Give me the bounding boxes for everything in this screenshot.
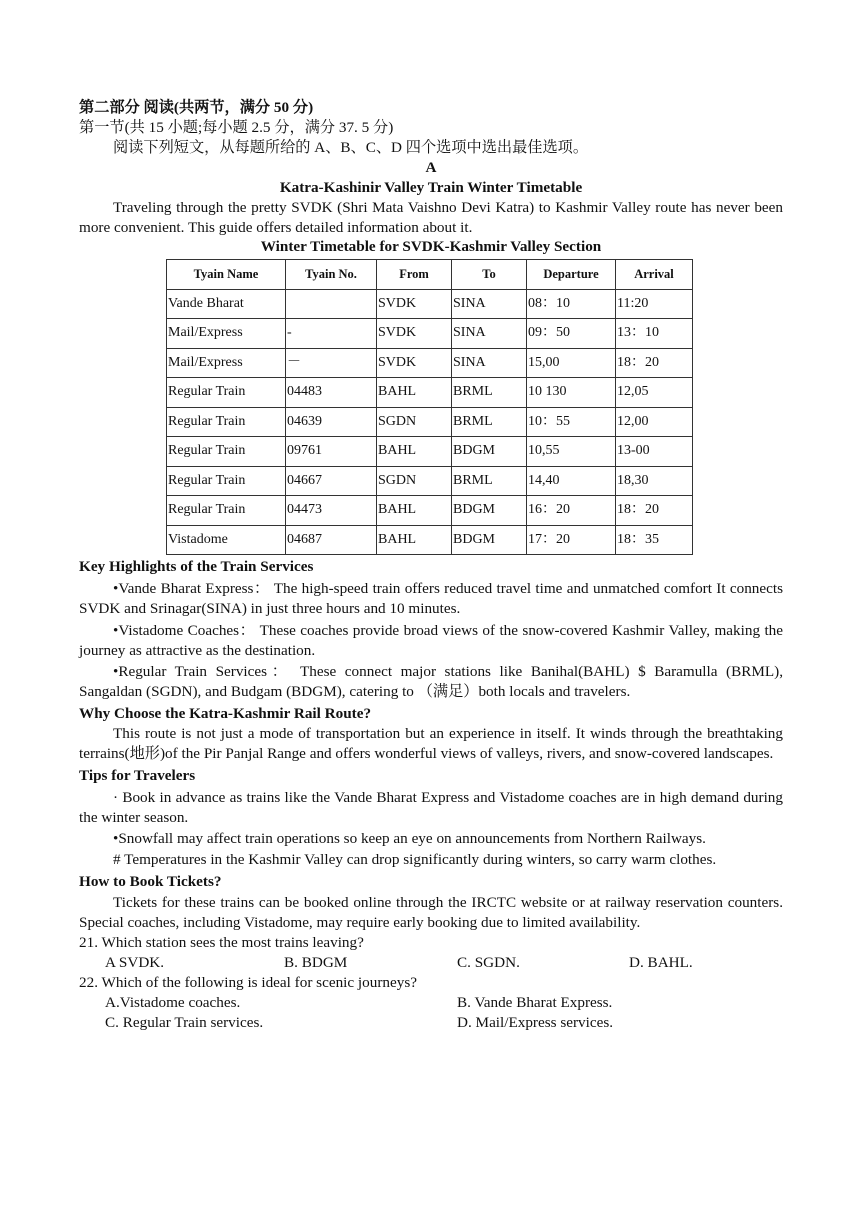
- table-row: [167, 407, 693, 437]
- tip-item: •Snowfall may affect train operations so keep an eye on announcements from Northern Railways.: [113, 830, 706, 847]
- table-row: [167, 466, 693, 496]
- train-number-cell: －: [286, 348, 377, 378]
- table-row: [167, 437, 693, 467]
- option-c: C. SGDN.: [457, 954, 520, 971]
- column-header: To: [452, 260, 527, 290]
- table-row: [167, 525, 693, 555]
- instruction: 阅读下列短文，从每题所给的 A、B、C、D 四个选项中选出最佳选项。: [113, 139, 589, 156]
- arrival-cell: 12,05: [616, 378, 693, 408]
- column-header: Tyain No.: [286, 260, 377, 290]
- tips-heading: Tips for Travelers: [79, 767, 196, 784]
- why-heading: Why Choose the Katra-Kashmir Rail Route?: [79, 705, 372, 722]
- to-cell: BRML: [452, 466, 527, 496]
- train-name-cell: Regular Train: [167, 496, 286, 526]
- arrival-cell: 18：20: [616, 496, 693, 526]
- highlights-heading: Key Highlights of the Train Services: [79, 558, 314, 575]
- option-d: D. BAHL.: [629, 954, 693, 971]
- departure-cell: 10：55: [527, 407, 616, 437]
- from-cell: SVDK: [377, 348, 452, 378]
- option-a: A.Vistadome coaches.: [105, 994, 241, 1011]
- arrival-cell: 11:20: [616, 289, 693, 319]
- column-header: Tyain Name: [167, 260, 286, 290]
- departure-cell: 08：10: [527, 289, 616, 319]
- to-cell: BDGM: [452, 525, 527, 555]
- from-cell: BAHL: [377, 378, 452, 408]
- table-row: [167, 319, 693, 349]
- table-row: [167, 496, 693, 526]
- to-cell: SINA: [452, 348, 527, 378]
- table-title: Winter Timetable for SVDK-Kashmir Valley Section: [260, 238, 602, 255]
- to-cell: BRML: [452, 378, 527, 408]
- highlight-item: •Regular Train Services： These connect major stations like Banihal(BAHL) $ Baramulla (BRML), Sangaldan (SGDN), and Budgam (BDGM), catering to （满足）both locals and travelers.: [79, 663, 783, 700]
- table-row: [167, 289, 693, 319]
- departure-cell: 15,00: [527, 348, 616, 378]
- to-cell: BDGM: [452, 496, 527, 526]
- from-cell: SVDK: [377, 319, 452, 349]
- to-cell: BDGM: [452, 437, 527, 467]
- tip-item: · Book in advance as trains like the Vande Bharat Express and Vistadome coaches are in high demand during the winter season.: [79, 789, 783, 826]
- tip-item: # Temperatures in the Kashmir Valley can drop significantly during winters, so carry warm clothes.: [113, 851, 717, 868]
- part-title: 第二部分 阅读(共两节，满分 50 分): [79, 99, 314, 116]
- highlight-item: •Vande Bharat Express： The high-speed train offers reduced travel time and unmatched comfort It connects SVDK and Srinagar(SINA) in just three hours and 10 minutes.: [79, 580, 783, 617]
- timetable: [166, 259, 693, 555]
- option-d: D. Mail/Express services.: [457, 1014, 614, 1031]
- column-header: Arrival: [616, 260, 693, 290]
- from-cell: BAHL: [377, 525, 452, 555]
- train-number-cell: 09761: [286, 437, 377, 467]
- column-header: Departure: [527, 260, 616, 290]
- table-header-row: [167, 260, 693, 290]
- why-text: This route is not just a mode of transportation but an experience in itself. It winds through the breathtaking terrains(地形)of the Pir Panjal Range and offers wonderful views of valleys, rivers, and snow-covered landscapes.: [79, 725, 783, 762]
- from-cell: BAHL: [377, 496, 452, 526]
- question-stem: 21. Which station sees the most trains leaving?: [79, 934, 364, 951]
- departure-cell: 09：50: [527, 319, 616, 349]
- option-b: B. Vande Bharat Express.: [457, 994, 613, 1011]
- booking-heading: How to Book Tickets?: [79, 873, 222, 890]
- passage-letter: A: [425, 159, 437, 176]
- question-options: [79, 953, 783, 973]
- option-b: B. BDGM: [284, 954, 348, 971]
- booking-text: Tickets for these trains can be booked online through the IRCTC website or at railway reservation counters. Special coaches, including Vistadome, may require early booking due to limited availability.: [79, 894, 783, 931]
- to-cell: SINA: [452, 319, 527, 349]
- question-options: [79, 1013, 783, 1033]
- train-name-cell: Vistadome: [167, 525, 286, 555]
- arrival-cell: 13：10: [616, 319, 693, 349]
- departure-cell: 17：20: [527, 525, 616, 555]
- to-cell: BRML: [452, 407, 527, 437]
- train-name-cell: Regular Train: [167, 407, 286, 437]
- train-name-cell: Mail/Express: [167, 348, 286, 378]
- from-cell: SGDN: [377, 466, 452, 496]
- from-cell: SGDN: [377, 407, 452, 437]
- from-cell: SVDK: [377, 289, 452, 319]
- highlight-item: •Vistadome Coaches： These coaches provide broad views of the snow-covered Kashmir Valley, making the journey as attractive as the destination.: [79, 622, 783, 659]
- arrival-cell: 18：20: [616, 348, 693, 378]
- departure-cell: 14,40: [527, 466, 616, 496]
- from-cell: BAHL: [377, 437, 452, 467]
- train-number-cell: 04483: [286, 378, 377, 408]
- exam-page: [79, 98, 783, 1033]
- train-number-cell: 04667: [286, 466, 377, 496]
- option-a: A SVDK.: [105, 954, 165, 971]
- departure-cell: 16：20: [527, 496, 616, 526]
- departure-cell: 10,55: [527, 437, 616, 467]
- column-header: From: [377, 260, 452, 290]
- arrival-cell: 18,30: [616, 466, 693, 496]
- train-number-cell: 04639: [286, 407, 377, 437]
- table-row: [167, 378, 693, 408]
- train-number-cell: 04473: [286, 496, 377, 526]
- passage-intro: Traveling through the pretty SVDK (Shri Mata Vaishno Devi Katra) to Kashmir Valley route has never been more convenient. This guide offers detailed information about it.: [79, 199, 783, 236]
- train-name-cell: Regular Train: [167, 378, 286, 408]
- arrival-cell: 18：35: [616, 525, 693, 555]
- table-body: [167, 289, 693, 555]
- train-number-cell: 04687: [286, 525, 377, 555]
- to-cell: SINA: [452, 289, 527, 319]
- train-name-cell: Vande Bharat: [167, 289, 286, 319]
- train-name-cell: Regular Train: [167, 466, 286, 496]
- passage-title: Katra-Kashinir Valley Train Winter Timetable: [279, 179, 583, 196]
- train-number-cell: -: [286, 319, 377, 349]
- train-number-cell: [286, 289, 377, 319]
- arrival-cell: 13-00: [616, 437, 693, 467]
- train-name-cell: Mail/Express: [167, 319, 286, 349]
- table-row: [167, 348, 693, 378]
- question-options: [79, 993, 783, 1013]
- section-title: 第一节(共 15 小题;每小题 2.5 分，满分 37. 5 分): [79, 119, 394, 136]
- departure-cell: 10 130: [527, 378, 616, 408]
- question-stem: 22. Which of the following is ideal for scenic journeys?: [79, 974, 417, 991]
- train-name-cell: Regular Train: [167, 437, 286, 467]
- arrival-cell: 12,00: [616, 407, 693, 437]
- option-c: C. Regular Train services.: [105, 1014, 264, 1031]
